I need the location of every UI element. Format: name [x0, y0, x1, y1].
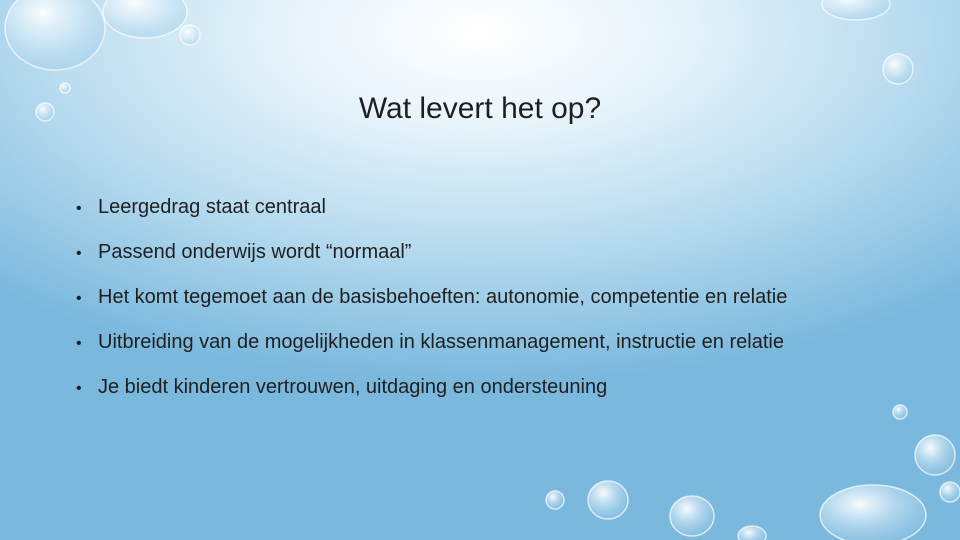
bullet-text: Leergedrag staat centraal	[98, 196, 326, 218]
bullet-text: Je biedt kinderen vertrouwen, uitdaging en ondersteuning	[98, 376, 608, 398]
bullet-icon: •	[76, 290, 82, 307]
bullet-text: Passend onderwijs wordt “normaal”	[98, 241, 412, 263]
list-item	[76, 331, 936, 376]
bullet-icon: •	[76, 380, 82, 397]
bullet-icon: •	[76, 245, 82, 262]
bullet-icon: •	[76, 335, 82, 352]
bullet-text: Uitbreiding van de mogelijkheden in klassenmanagement, instructie en relatie	[98, 331, 784, 353]
bullet-icon: •	[76, 200, 82, 217]
list-item	[76, 196, 936, 241]
list-item	[76, 286, 936, 331]
list-item	[76, 241, 936, 286]
slide-title: Wat levert het op?	[358, 92, 602, 125]
bullet-text: Het komt tegemoet aan de basisbehoeften: autonomie, competentie en relatie	[98, 286, 788, 308]
bullet-list	[76, 196, 936, 421]
list-item	[76, 376, 936, 421]
